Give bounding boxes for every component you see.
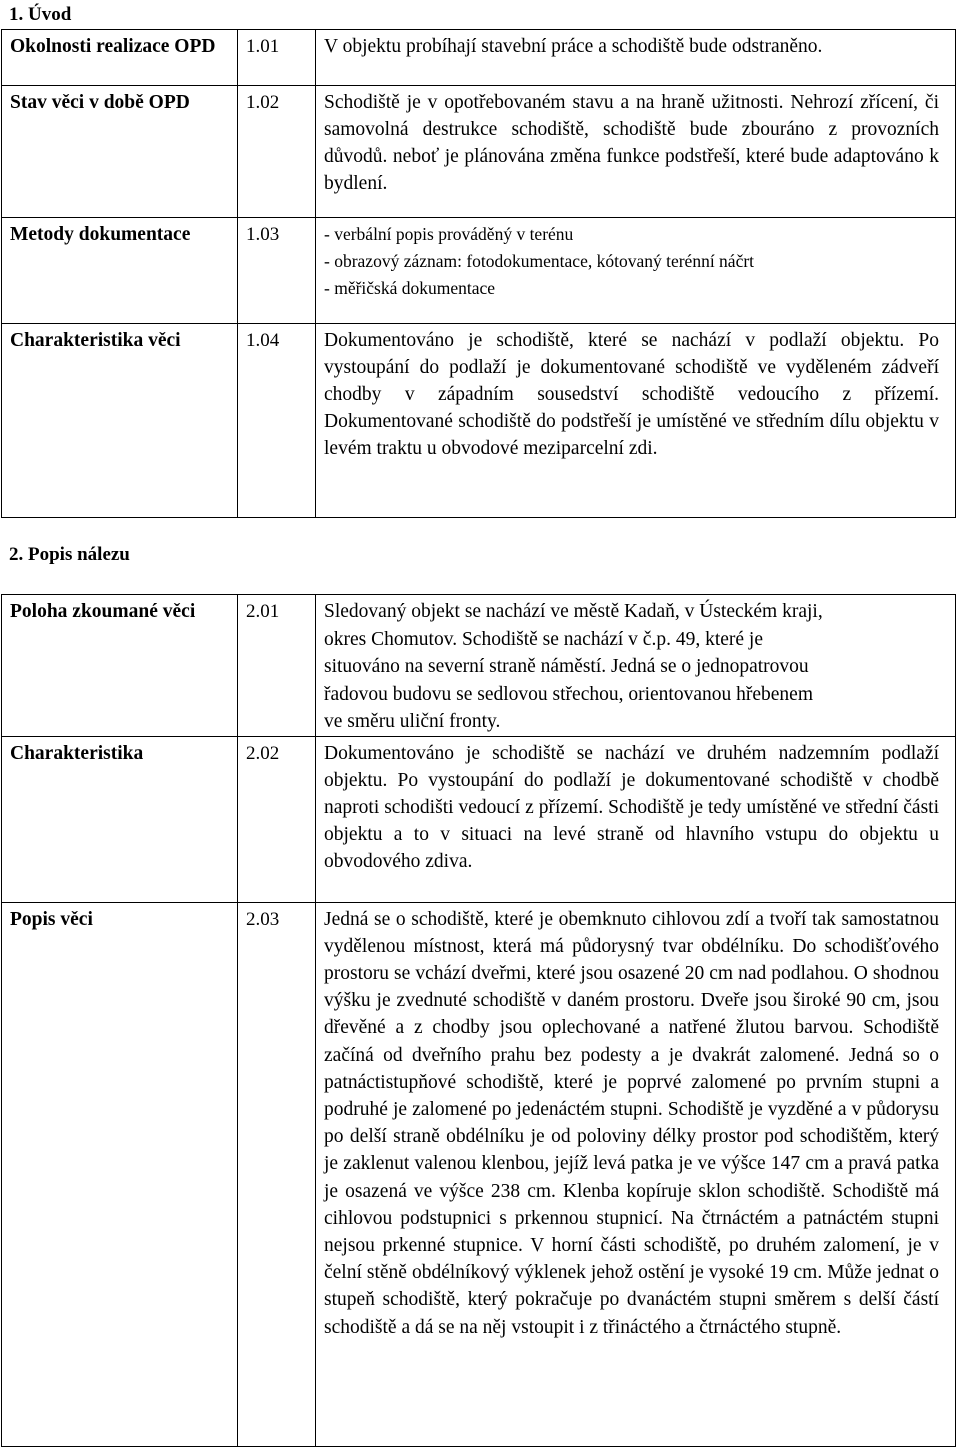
- row-number: 2.01: [246, 601, 280, 622]
- table-row: [2, 595, 956, 737]
- row-label: Stav věci v době OPD: [10, 92, 190, 113]
- list-item: - měřičská dokumentace: [324, 278, 496, 298]
- text-line: řadovou budovu se sedlovou střechou, orientovanou hřebenem: [324, 683, 814, 705]
- list-item: - verbální popis prováděný v terénu: [324, 224, 574, 244]
- row-label: Metody dokumentace: [10, 224, 191, 245]
- row-text: V objektu probíhají stavební práce a schodiště bude odstraněno.: [324, 36, 823, 57]
- table-row: [2, 30, 956, 86]
- row-text: Jedná se o schodiště, které je obemknuto cihlovou zdí a tvoří tak samostatnou vydělenou místnost, která má půdorysný tvar obdélníku. Do schodišťového prostoru se vchází dveřmi, které jsou osazené 20 cm nad podlahou. O shodnou výšku je zvednuté schodiště v daném prostoru. Dveře jsou široké 90 cm, jsou dřevěné a z chodby jsou oplechované a natřené žlutou barvou. Schodiště začíná od dveřního prahu bez podesty a je dvakrát zalomené. Jedná so o patnáctistupňové schodiště, které je poprvé zalomené po prvním stupni a podruhé je zalomené po jedenáctém stupni. Schodiště je vyzděné a v půdorysu po delší straně obdélníku je od poloviny délky prostor pod schodištěm, který je zaklenut valenou klenbou, jejíž levá patka je ve výšce 147 cm a pravá patka je osazená ve výšce 238 cm. Klenba kopíruje sklon schodiště. Schodiště má cihlovou podstupnici s prkennou stupnicí. Na čtrnáctém a patnáctém stupni nejsou prkenné stupnice. V horní části schodiště, po druhém zalomení, je v čelní stěně obdélníkový výklenek jehož ostění je vysoké 19 cm. Může jednat o stupeň schodiště, který pokračuje po dvanáctém stupni směrem s delší částí schodiště a dá se na něj vstoupit i z třináctého a čtrnáctého stupně.: [324, 908, 939, 1338]
- row-text: Dokumentováno je schodiště, které se nachází v podlaží objektu. Po vystoupání do podlaží je dokumentované schodiště ve vyděleném zádveří chodby v západním sousedství schodiště vedoucího z přízemí. Dokumentované schodiště do podstřeší je umístěné ve středním dílu objektu v levém traktu u obvodové meziparcelní zdi.: [324, 330, 939, 459]
- row-text-lines: [316, 595, 955, 736]
- row-text: Dokumentováno je schodiště se nachází ve druhém nadzemním podlaží objektu. Po vystoupání do podlaží je dokumentované schodiště v chodbě naproti schodišti vedoucí z přízemí. Schodiště je tedy umístěné ve střední části objektu a to v situaci na levé straně od hlavního vstupu do objektu u obvodového zdiva.: [324, 742, 939, 873]
- row-number: 2.03: [246, 908, 280, 930]
- row-number: 2.02: [246, 742, 280, 764]
- text-line: situováno na severní straně náměstí. Jedná se o jednopatrovou: [324, 656, 809, 677]
- table-row: [2, 324, 956, 518]
- row-label: Charakteristika: [10, 742, 144, 764]
- row-label: Poloha zkoumané věci: [10, 601, 196, 622]
- table-row: [2, 218, 956, 324]
- list-item: - obrazový záznam: fotodokumentace, kótovaný terénní náčrt: [324, 251, 755, 271]
- text-line: okres Chomutov. Schodiště se nachází v č.p. 49, které je: [324, 628, 763, 650]
- text-line: Sledovaný objekt se nachází ve městě Kadaň, v Ústeckém kraji,: [324, 601, 823, 622]
- row-label: Popis věci: [10, 908, 93, 930]
- row-number: 1.03: [246, 224, 280, 245]
- row-label: Okolnosti realizace OPD: [10, 36, 216, 57]
- table-row: [2, 86, 956, 218]
- row-label: Charakteristika věci: [10, 330, 181, 351]
- section-heading-popis-nalezu: 2. Popis nálezu: [9, 544, 130, 565]
- table-row: [2, 736, 956, 902]
- section-heading-uvod: 1. Úvod: [9, 4, 72, 25]
- text-line: ve směru uliční fronty.: [324, 711, 501, 732]
- table-row: [2, 902, 956, 1446]
- row-text: Schodiště je v opotřebovaném stavu a na hraně užitnosti. Nehrozí zřícení, či samovolná destrukce schodiště, schodiště bude zbouráno z provozních důvodů. neboť je plánována změna funkce podstřeší, které bude adaptováno k bydlení.: [324, 92, 939, 194]
- section1-table: [1, 29, 956, 518]
- row-text-list: [316, 218, 955, 302]
- row-number: 1.01: [246, 36, 280, 57]
- row-number: 1.02: [246, 92, 280, 113]
- row-number: 1.04: [246, 330, 280, 351]
- section2-table: [1, 594, 956, 1447]
